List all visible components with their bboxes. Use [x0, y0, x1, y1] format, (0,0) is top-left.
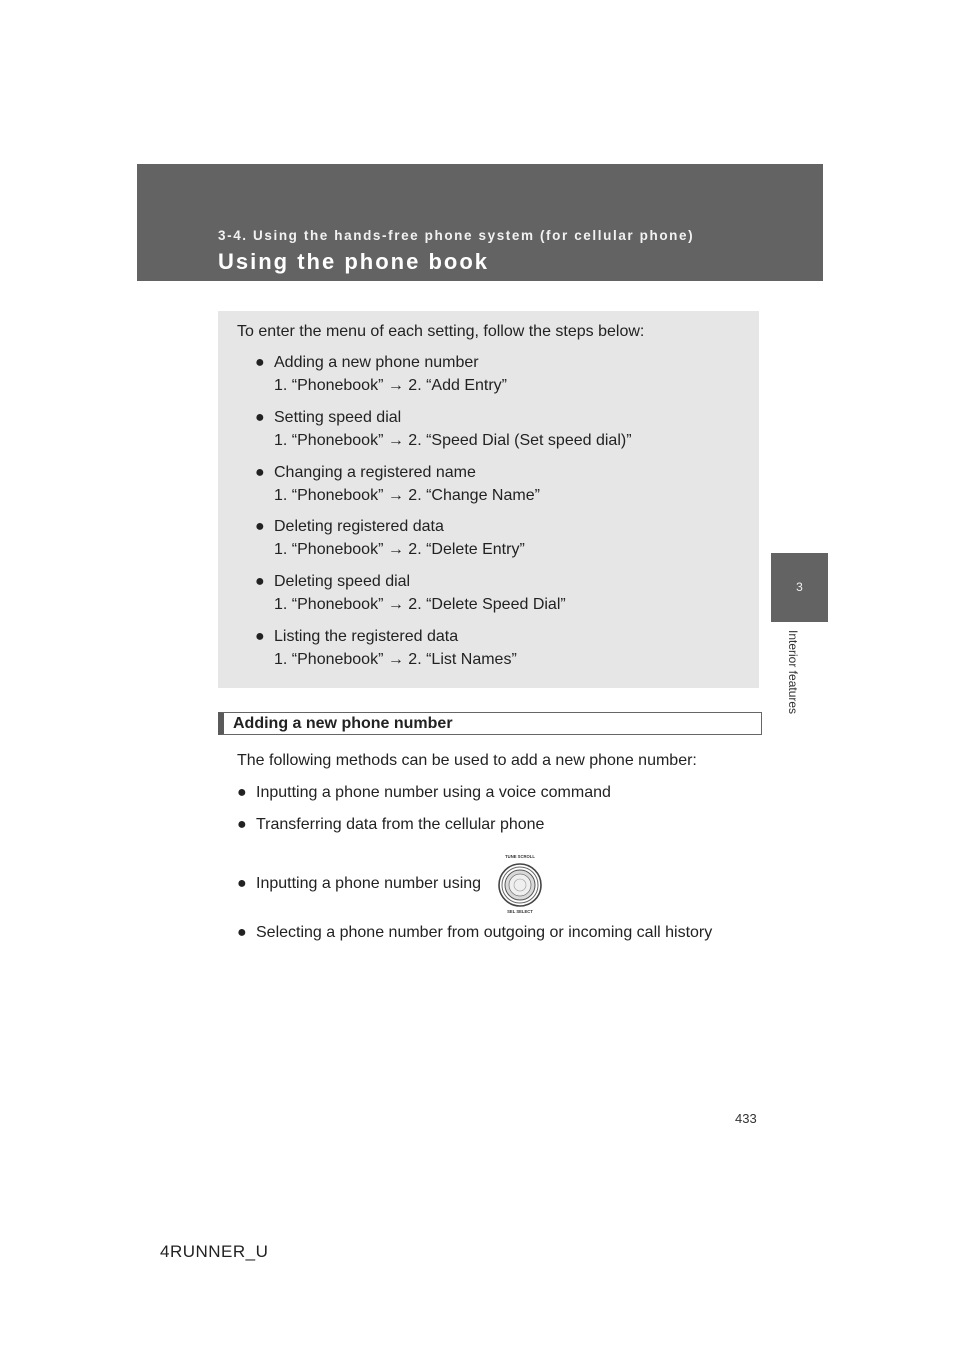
info-item-steps: 1. “Phonebook” → 2. “Delete Speed Dial” [274, 596, 566, 613]
section-intro: The following methods can be used to add a new phone number: [237, 752, 697, 769]
info-item-steps: 1. “Phonebook” → 2. “Change Name” [274, 487, 540, 504]
info-item-steps: 1. “Phonebook” → 2. “Delete Entry” [274, 541, 525, 558]
info-item-title: Adding a new phone number [274, 354, 479, 371]
section-breadcrumb: 3-4. Using the hands-free phone system (for cellular phone) [218, 228, 695, 243]
tune-scroll-select-knob-icon [494, 852, 546, 914]
chapter-label: Interior features [786, 630, 800, 715]
info-item-title: Deleting speed dial [274, 573, 411, 590]
footer-code: 4RUNNER_U [160, 1242, 269, 1261]
bullet-icon: ● [255, 409, 265, 426]
info-item-title: Deleting registered data [274, 518, 444, 535]
method-text: Transferring data from the cellular phone [256, 816, 545, 833]
bullet-icon: ● [237, 875, 247, 892]
knob-bottom-label: SEL SELECT [507, 909, 533, 914]
bullet-icon: ● [255, 518, 265, 535]
bullet-icon: ● [255, 573, 265, 590]
section-heading [218, 712, 762, 735]
method-text: Selecting a phone number from outgoing or incoming call history [256, 924, 713, 941]
chapter-number: 3 [796, 580, 803, 594]
method-text: Inputting a phone number using a voice command [256, 784, 611, 801]
info-item-steps: 1. “Phonebook” → 2. “Add Entry” [274, 377, 507, 394]
bullet-icon: ● [255, 354, 265, 371]
info-item-title: Setting speed dial [274, 409, 402, 426]
chapter-tab[interactable] [771, 553, 828, 622]
method-text: Inputting a phone number using [256, 875, 482, 892]
bullet-icon: ● [255, 628, 265, 645]
bullet-icon: ● [237, 924, 247, 941]
page-number: 433 [735, 1111, 757, 1126]
page-title: Using the phone book [218, 249, 489, 274]
info-box-intro: To enter the menu of each setting, follow the steps below: [237, 323, 645, 340]
knob-top-label: TUNE SCROLL [505, 854, 535, 859]
bullet-icon: ● [237, 816, 247, 833]
info-item-title: Changing a registered name [274, 464, 476, 481]
bullet-icon: ● [255, 464, 265, 481]
section-heading-text: Adding a new phone number [233, 715, 453, 732]
info-item-steps: 1. “Phonebook” → 2. “List Names” [274, 651, 517, 668]
info-item-steps: 1. “Phonebook” → 2. “Speed Dial (Set speed dial)” [274, 432, 632, 449]
info-item-title: Listing the registered data [274, 628, 459, 645]
bullet-icon: ● [237, 784, 247, 801]
